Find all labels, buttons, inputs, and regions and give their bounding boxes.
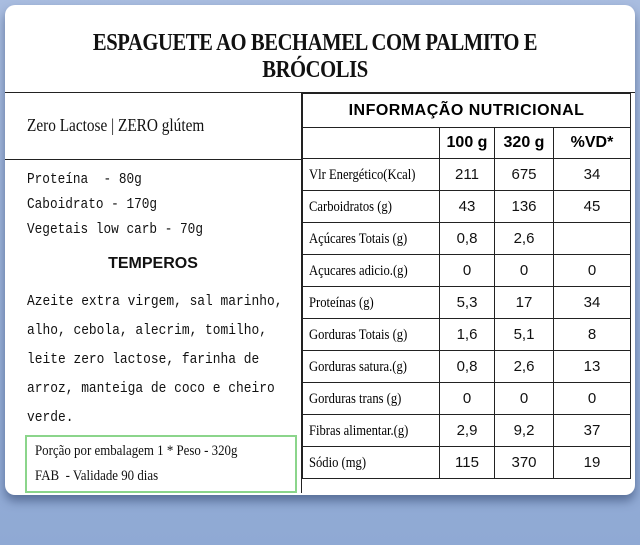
nutrient-label-text: Açucares adicio.(g) <box>309 262 408 279</box>
temperos-heading: TEMPEROS <box>108 255 198 272</box>
table-row <box>303 159 631 191</box>
nutrient-label <box>303 287 440 319</box>
macro-vegetables: Vegetais low carb - 70g <box>27 221 203 238</box>
macro-protein: Proteína - 80g <box>27 171 142 188</box>
nutrient-label <box>303 383 440 415</box>
value-320g: 0 <box>495 383 554 415</box>
value-100g: 115 <box>440 447 495 479</box>
nutrient-label-text: Proteínas (g) <box>309 294 374 311</box>
value-100g: 0 <box>440 255 495 287</box>
col-320g: 320 g <box>495 128 554 159</box>
table-row <box>303 319 631 351</box>
value-vd: 19 <box>554 447 631 479</box>
value-vd: 34 <box>554 287 631 319</box>
col-100g: 100 g <box>440 128 495 159</box>
product-title: ESPAGUETE AO BECHAMEL COM PALMITO E BRÓCOLIS <box>92 30 538 83</box>
col-vd: %VD* <box>554 128 631 159</box>
nutrient-label-text: Carboidratos (g) <box>309 198 392 215</box>
nutrition-heading: INFORMAÇÃO NUTRICIONAL <box>303 94 631 128</box>
value-100g: 5,3 <box>440 287 495 319</box>
nutrient-label-text: Fibras alimentar.(g) <box>309 422 409 439</box>
value-320g: 17 <box>495 287 554 319</box>
portion-box <box>25 435 297 493</box>
value-vd: 8 <box>554 319 631 351</box>
nutrient-label <box>303 159 440 191</box>
nutrient-label <box>303 351 440 383</box>
table-row <box>303 191 631 223</box>
nutrient-label-text: Açúcares Totais (g) <box>309 230 408 247</box>
table-row <box>303 255 631 287</box>
table-row <box>303 351 631 383</box>
value-320g: 5,1 <box>495 319 554 351</box>
value-320g: 675 <box>495 159 554 191</box>
nutrient-label-text: Gorduras Totais (g) <box>309 326 408 343</box>
value-100g: 43 <box>440 191 495 223</box>
portion-weight: Porção por embalagem 1 * Peso - 320g <box>35 443 238 459</box>
divider <box>5 159 301 160</box>
value-320g: 2,6 <box>495 223 554 255</box>
table-row <box>303 287 631 319</box>
nutrient-label <box>303 255 440 287</box>
value-vd: 34 <box>554 159 631 191</box>
blank-header-cell <box>303 128 440 159</box>
value-100g: 1,6 <box>440 319 495 351</box>
value-vd: 0 <box>554 383 631 415</box>
nutrient-label <box>303 319 440 351</box>
value-320g: 9,2 <box>495 415 554 447</box>
value-100g: 0,8 <box>440 223 495 255</box>
nutrient-label <box>303 447 440 479</box>
ingredients-panel <box>5 93 301 493</box>
nutrient-label <box>303 223 440 255</box>
value-vd <box>554 223 631 255</box>
value-vd: 0 <box>554 255 631 287</box>
nutrient-label <box>303 415 440 447</box>
macro-carb: Caboidrato - 170g <box>27 196 158 213</box>
table-row <box>303 383 631 415</box>
nutrient-label-text: Vlr Energético(Kcal) <box>309 166 416 183</box>
table-row <box>303 415 631 447</box>
value-vd: 13 <box>554 351 631 383</box>
table-row <box>303 223 631 255</box>
value-vd: 37 <box>554 415 631 447</box>
temperos-text: Azeite extra virgem, sal marinho, alho, cebola, alecrim, tomilho, leite zero lactose, farinha de arroz, manteiga de coco e cheiro verde. <box>27 293 283 426</box>
nutrient-label <box>303 191 440 223</box>
value-100g: 211 <box>440 159 495 191</box>
nutrient-label-text: Gorduras trans (g) <box>309 390 402 407</box>
value-320g: 136 <box>495 191 554 223</box>
value-100g: 0,8 <box>440 351 495 383</box>
value-320g: 2,6 <box>495 351 554 383</box>
value-320g: 0 <box>495 255 554 287</box>
macro-list <box>27 167 203 242</box>
table-row <box>303 447 631 479</box>
lactose-gluten-note: Zero Lactose | ZERO glútem <box>27 115 205 135</box>
value-100g: 0 <box>440 383 495 415</box>
fab-validity: FAB - Validade 90 dias <box>35 468 159 484</box>
nutrient-label-text: Gorduras satura.(g) <box>309 358 407 375</box>
nutrition-table <box>302 93 631 479</box>
nutrient-label-text: Sódio (mg) <box>309 454 367 471</box>
value-vd: 45 <box>554 191 631 223</box>
value-320g: 370 <box>495 447 554 479</box>
value-100g: 2,9 <box>440 415 495 447</box>
